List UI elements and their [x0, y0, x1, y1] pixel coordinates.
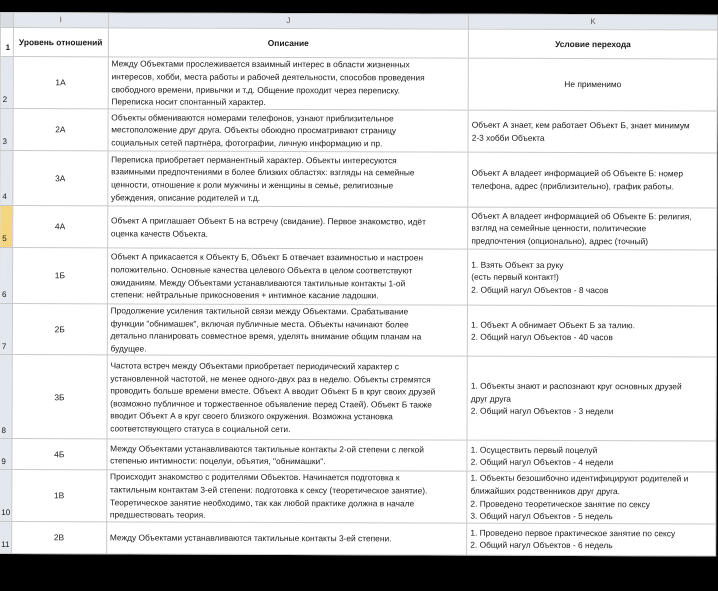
description-line: соответствующего статуса в социальной сети. — [110, 423, 291, 435]
description-cell[interactable] — [107, 439, 468, 471]
row-number[interactable]: 2 — [0, 57, 13, 109]
description-line: ожиданиям. Между Объектами устанавливаются тактильные контакты 1-ой — [110, 276, 406, 288]
condition-line: 2. Общий нагул Объектов - 3 недели — [470, 405, 614, 417]
description-line: ценности, отношение к роли мужчины и женщины в семье, религиозные — [111, 179, 394, 191]
description-cell[interactable] — [107, 248, 468, 305]
condition-line: 2. Общий нагул Объектов - 4 недели — [470, 457, 614, 468]
condition-line: (есть первый контакт!) — [471, 271, 559, 283]
description-line: социальных сетей партнёра, фотографии, личную информацию и пр. — [111, 137, 383, 149]
description-line: Объект А прикасается к Объекту Б, Объект Б отвечает взаимностью и настроен — [110, 251, 424, 263]
row-number[interactable]: 7 — [0, 303, 12, 354]
condition-line: 1. Взять Объект за руку — [471, 259, 564, 270]
condition-line: 2. Общий нагул Объектов - 40 часов — [470, 331, 613, 343]
description-line: убеждения, описание родителей и т.д. — [111, 191, 261, 203]
table-row — [0, 303, 716, 357]
description-line: взаимными предпочтениями в более близких областях: взгляды на семейные — [111, 166, 415, 178]
sheet-grid — [0, 12, 718, 556]
table-row — [0, 109, 717, 154]
condition-line: друг друга — [470, 393, 512, 404]
table-header-row — [0, 28, 717, 60]
condition-line: телефона, адрес (приблизительно), график работы. — [471, 180, 675, 192]
description-cell[interactable] — [107, 304, 468, 357]
description-line: Теоретическое занятие необходимо, так как любой практике должна в начале — [109, 496, 415, 509]
condition-cell[interactable] — [468, 58, 717, 111]
level-cell[interactable]: 2А — [13, 109, 108, 151]
description-line: Переписка приобретает перманентный характер. Объекты интересуются — [111, 154, 397, 166]
condition-line: Объект А владеет информацией об Объекте Б: номер — [471, 168, 684, 179]
condition-cell[interactable] — [467, 441, 716, 473]
screen-edge — [0, 574, 718, 591]
header-description[interactable]: Описание — [108, 28, 469, 58]
description-cell[interactable] — [107, 206, 468, 249]
description-line: Объекты обмениваются номерами телефонов, узнают приблизительное — [111, 111, 394, 123]
condition-line: 2. Общий нагул Объектов - 6 недель — [470, 539, 613, 551]
table-row — [0, 521, 716, 556]
select-all-corner[interactable] — [0, 13, 13, 28]
table-row — [0, 355, 716, 442]
condition-line: 2. Проведено теоретическое занятие по сексу — [470, 498, 650, 509]
description-line: степени: нейтральные прикосновения + интимное касание ладошки. — [110, 289, 379, 301]
condition-line: Объект А владеет информацией об Объекте Б: религия, — [471, 210, 692, 222]
row-number[interactable]: 9 — [0, 439, 12, 470]
description-line: детально планировать совместное время, уделять внимание общим планам на — [110, 330, 422, 342]
condition-line: ближайших родственников друг друга. — [470, 485, 621, 497]
header-level[interactable]: Уровень отношений — [13, 28, 108, 57]
row-number[interactable]: 10 — [0, 470, 12, 521]
description-line: установленной частотой, не менее одного-двух раз в неделю. Объекты стремятся — [110, 373, 431, 385]
condition-cell[interactable] — [467, 523, 716, 556]
description-line: оценка качеств Объекта. — [110, 227, 208, 239]
description-line: будущее. — [110, 343, 147, 354]
row-number[interactable]: 5 — [0, 206, 13, 248]
level-cell[interactable]: 1В — [12, 470, 107, 522]
description-cell[interactable] — [107, 355, 468, 440]
level-cell[interactable]: 4А — [13, 206, 108, 248]
column-header-k[interactable]: K — [469, 14, 718, 30]
description-line: интересов, хобби, места работы и рабочей деятельности, способов проведения — [111, 71, 425, 83]
level-cell[interactable]: 3Б — [12, 355, 107, 439]
table-row — [0, 439, 716, 473]
description-cell[interactable] — [108, 151, 469, 207]
condition-cell[interactable] — [468, 110, 717, 153]
condition-line: Не применимо — [564, 79, 622, 90]
level-cell[interactable]: 2В — [12, 521, 107, 553]
description-line: вводит Объект А в круг своего близкого окружения. Возможна установка — [110, 410, 393, 422]
condition-line: 3. Общий нагул Объектов - 5 недель — [470, 510, 613, 522]
description-line: Между Объектами устанавливаются тактильные контакты 3-ей степени. — [109, 532, 392, 544]
row-number[interactable]: 4 — [0, 151, 13, 206]
level-cell[interactable]: 2Б — [12, 304, 107, 356]
table-row — [0, 248, 717, 307]
description-line: местоположение друг друга. Объекты обоюдно просматривают страницу — [111, 124, 397, 136]
description-line: тактильным контактам 3-ей степени: подготовка к сексу (теоретическое занятие). — [110, 484, 428, 496]
level-cell[interactable]: 1А — [13, 57, 108, 109]
description-line: предшествовать теория. — [109, 509, 206, 520]
condition-line: 1. Объекты знают и распознают круг основных друзей — [470, 380, 682, 392]
condition-cell[interactable] — [468, 207, 717, 250]
condition-cell[interactable] — [467, 357, 716, 442]
description-line: (возможно публичное и торжественное объявление перед Стаей). Объект Б также — [110, 398, 432, 410]
condition-line: 2. Общий нагул Объектов - 8 часов — [471, 284, 609, 295]
description-line: Продолжение усиления тактильной связи между Объектами. Срабатывание — [110, 305, 409, 317]
condition-line: предпочтения (опционально), адрес (точный) — [471, 235, 649, 247]
condition-cell[interactable] — [468, 152, 717, 208]
condition-cell[interactable] — [467, 472, 716, 524]
row-number[interactable]: 11 — [0, 521, 12, 553]
condition-line: 1. Объект А обнимает Объект Б за талию. — [471, 319, 635, 330]
header-condition[interactable]: Условие перехода — [468, 29, 717, 59]
row-number[interactable]: 3 — [0, 109, 13, 151]
level-cell[interactable]: 4Б — [12, 439, 107, 470]
row-number[interactable]: 6 — [0, 248, 13, 304]
description-line: положительно. Основные качества целевого Объекта в целом соответствуют — [110, 264, 413, 276]
description-line: Переписка носит спонтанный характер. — [111, 96, 266, 108]
condition-line: 1. Осуществить первый поцелуй — [470, 444, 598, 455]
description-line: функции "обнимашек", включая публичные места. Объекты начинают более — [110, 317, 409, 330]
column-header-i[interactable]: I — [13, 13, 108, 28]
condition-line: Объект А знает, кем работает Объект Б, знает минимум — [471, 119, 690, 131]
condition-line: 1. Проведено первое практическое занятие по сексу — [470, 527, 676, 539]
level-cell[interactable]: 1Б — [12, 248, 107, 304]
description-line: Между Объектами устанавливаются тактильные контакты 2-ой степени с легкой — [110, 443, 425, 455]
level-cell[interactable]: 3А — [13, 151, 108, 206]
description-line: проводить больше времени вместе. Объект А вводит Объект Б в круг своих друзей — [110, 385, 436, 397]
description-cell[interactable] — [106, 522, 467, 555]
description-cell[interactable] — [108, 57, 469, 110]
description-line: свободного времени, привычки и т.д. Общение проходит через переписку. — [111, 83, 400, 95]
row-number[interactable]: 1 — [0, 28, 13, 57]
condition-line: 1. Объекты безошибочно идентифицируют родителей и — [470, 473, 689, 484]
description-line: Частота встреч между Объектами приобретает периодический характер с — [110, 360, 399, 372]
table-row — [0, 151, 717, 209]
description-line: Между Объектами прослеживается взаимный интерес в области жизненных — [111, 58, 410, 70]
condition-cell[interactable] — [468, 249, 717, 306]
table-row — [0, 57, 717, 112]
row-number[interactable]: 8 — [0, 355, 12, 439]
table-row — [0, 206, 717, 251]
description-line: степенью интимности: поцелуи, объятия, "обнимашки". — [110, 455, 326, 467]
column-header-j[interactable]: J — [108, 13, 469, 29]
description-cell[interactable] — [106, 470, 467, 523]
description-line: Объект А приглашает Объект Б на встречу (свидание). Первое знакомство, идёт — [110, 215, 426, 227]
condition-line: 2-3 хобби Объекта — [471, 132, 545, 143]
condition-line: взгляд на семейные ценности, политические — [471, 222, 647, 234]
description-cell[interactable] — [108, 109, 469, 152]
description-line: Происходит знакомство с родителями Объектов. Начинается подготовка к — [110, 471, 400, 483]
table-row — [0, 470, 716, 524]
condition-cell[interactable] — [467, 305, 716, 357]
